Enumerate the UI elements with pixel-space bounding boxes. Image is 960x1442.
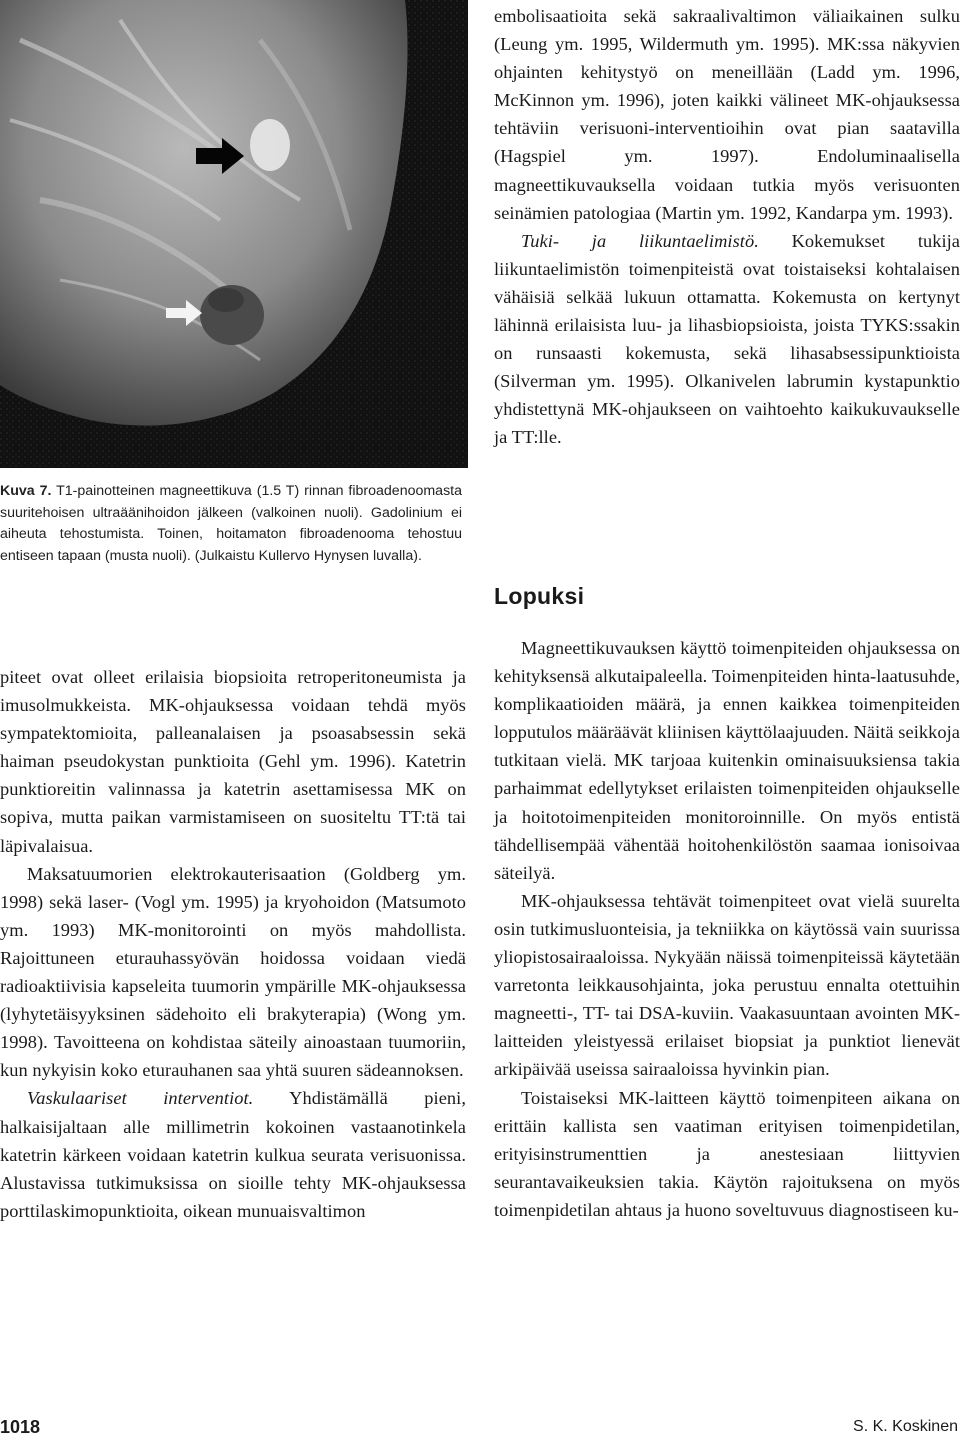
left-column [0, 663, 466, 1225]
enhancing-fibroadenoma [250, 119, 290, 171]
paragraph-lead: Vaskulaariset interventiot. [27, 1088, 254, 1109]
mr-image-figure [0, 0, 468, 468]
author-name: S. K. Koskinen [853, 1418, 958, 1435]
paragraph-text: Kokemukset tukija liikuntaelimistön toimenpiteistä ovat toistaiseksi kohtalaisen vähäisiä selkää lukuun ottamatta. Kokemusta on kertynyt lähinnä erilaisista luu- ja lihasbiopsioista, joista TYKS:ssakin on runsaasti kokemusta, sekä lihasabsessipunktioista (Silverman ym. 1995). Olkanivelen labrumin kystapunktio yhdistettynä MK-ohjaukseen on vaihtoehto kaikukuvaukselle ja TT:lle. [494, 230, 960, 448]
paragraph-text: Yhdistämällä pieni, halkaisijaltaan alle millimetrin kokoinen vastaanotinkela katetrin kärkeen voidaan katetrin kulkua seurata verisuonissa. Alustavissa tutkimuksissa on sioille tehty MK-ohjauksessa porttilaskimopunktioita, oikean munuaisvaltimon [0, 1088, 466, 1221]
section-heading: Lopuksi [494, 583, 585, 609]
figure-caption [0, 481, 462, 567]
caption-text: T1-painotteinen magneettikuva (1.5 T) rinnan fibroadenoomasta suuritehoisen ultraäänihoidon jälkeen (valkoinen nuoli). Gadolinium ei aiheuta tehostumista. Toinen, hoitamaton fibroadenooma tehostuu entiseen tapaan (musta nuoli). (Julkaistu Kullervo Hynysen luvalla). [0, 483, 462, 564]
right-column-bottom [494, 634, 960, 1224]
paragraph: embolisaatioita sekä sakraalivaltimon väliaikainen sulku (Leung ym. 1995, Wildermuth ym. 1995). MK:ssa näkyvien ohjainten kehitystyö on meneillään (Ladd ym. 1996, McKinnon ym. 1996), joten kaikki välineet MK-ohjauksessa tehtäviin verisuoni-interventioihin ovat pian saatavilla (Hagspiel ym. 1997). Endoluminaalisella magneettikuvauksella voidaan tutkia myös verisuonten seinämien patologiaa (Martin ym. 1992, Kandarpa ym. 1993). [494, 6, 960, 223]
page-number: 1018 [0, 1417, 41, 1437]
paragraph-lead: Tuki- ja liikuntaelimistö. [521, 230, 759, 251]
paragraph: Magneettikuvauksen käyttö toimenpiteiden ohjauksessa on kehityksensä alkutaipaleella. Toimenpiteiden hinta-laatusuhde, komplikaatioiden määrä, ja ennen kaikkea toimenpiteiden lopputulos määräävät kliinisen käyttölaajuuden. Näitä seikkoja tutkitaan vielä. MK tarjoaa kuitenkin ominaisuuksiensa takia parhaimmat edellytykset erilaisten toimenpiteiden ohjaukselle ja hoitotoimenpiteiden monitoroinnille. On myös entistä tähdellisempää vähentää hoitohenkilöstön saamaa ionisoivaa säteilyä. [494, 638, 960, 883]
paragraph: Maksatuumorien elektrokauterisaation (Goldberg ym. 1998) sekä laser- (Vogl ym. 1995) ja kryohoidon (Matsumoto ym. 1993) MK-monitorointi on myös mahdollista. Rajoittuneen eturauhassyövän hoidossa voidaan viedä radioaktiivisia kapseleita tuumorin ympärille MK-ohjauksessa (lyhytetäisyyksinen sädehoito eli brakyterapia) (Wong ym. 1998). Tavoitteena on kohdistaa säteily ainoastaan tuumoriin, kun nykyisin koko eturauhanen saa yhtä suuren sädeannoksen. [0, 863, 466, 1081]
breast-mr-image [0, 0, 468, 468]
paragraph: MK-ohjauksessa tehtävät toimenpiteet ovat vielä suurelta osin tutkimusluonteisia, ja tekniikka on käytössä vain suurissa yliopistosairaaloissa. Nykyään näissä toimenpiteissä käytetään varretonta leikkausohjainta, joka perustuu ennalta otettuihin magneetti-, TT- tai DSA-kuviin. Vaakasuuntaan avointen MK-laitteiden yleistyessä erilaiset biopsiat ja punktiot lienevät arkipäivää useissa sairaaloissa hyvinkin pian. [494, 890, 960, 1080]
paragraph: Toistaiseksi MK-laitteen käyttö toimenpiteen aikana on erittäin kallista sen vaatiman erityisen toimenpidetilan, erityisinstrumenttien ja anestesiaan liittyvien seurantavaikeuksien takia. Käytön rajoituksena on myös toimenpidetilan ahtaus ja huono soveltuvuus diagnostiseen ku- [494, 1087, 960, 1220]
paragraph [494, 227, 960, 452]
paragraph [0, 1084, 466, 1224]
right-column-top [494, 2, 960, 452]
paragraph: piteet ovat olleet erilaisia biopsioita retroperitoneumista ja imusolmukkeista. MK-ohjauksessa voidaan tehdä myös sympatektomioita, palleanalaisen ja psoasabsessin sekä haiman pseudokystan punktioita (Gehl ym. 1996). Katetrin punktioreitin valinnassa ja katetrin asettamisessa MK on sopiva, mutta paikan varmistamiseen on suositeltu TT:tä tai läpivalaisua. [0, 667, 466, 856]
caption-label: Kuva 7. [0, 483, 52, 499]
